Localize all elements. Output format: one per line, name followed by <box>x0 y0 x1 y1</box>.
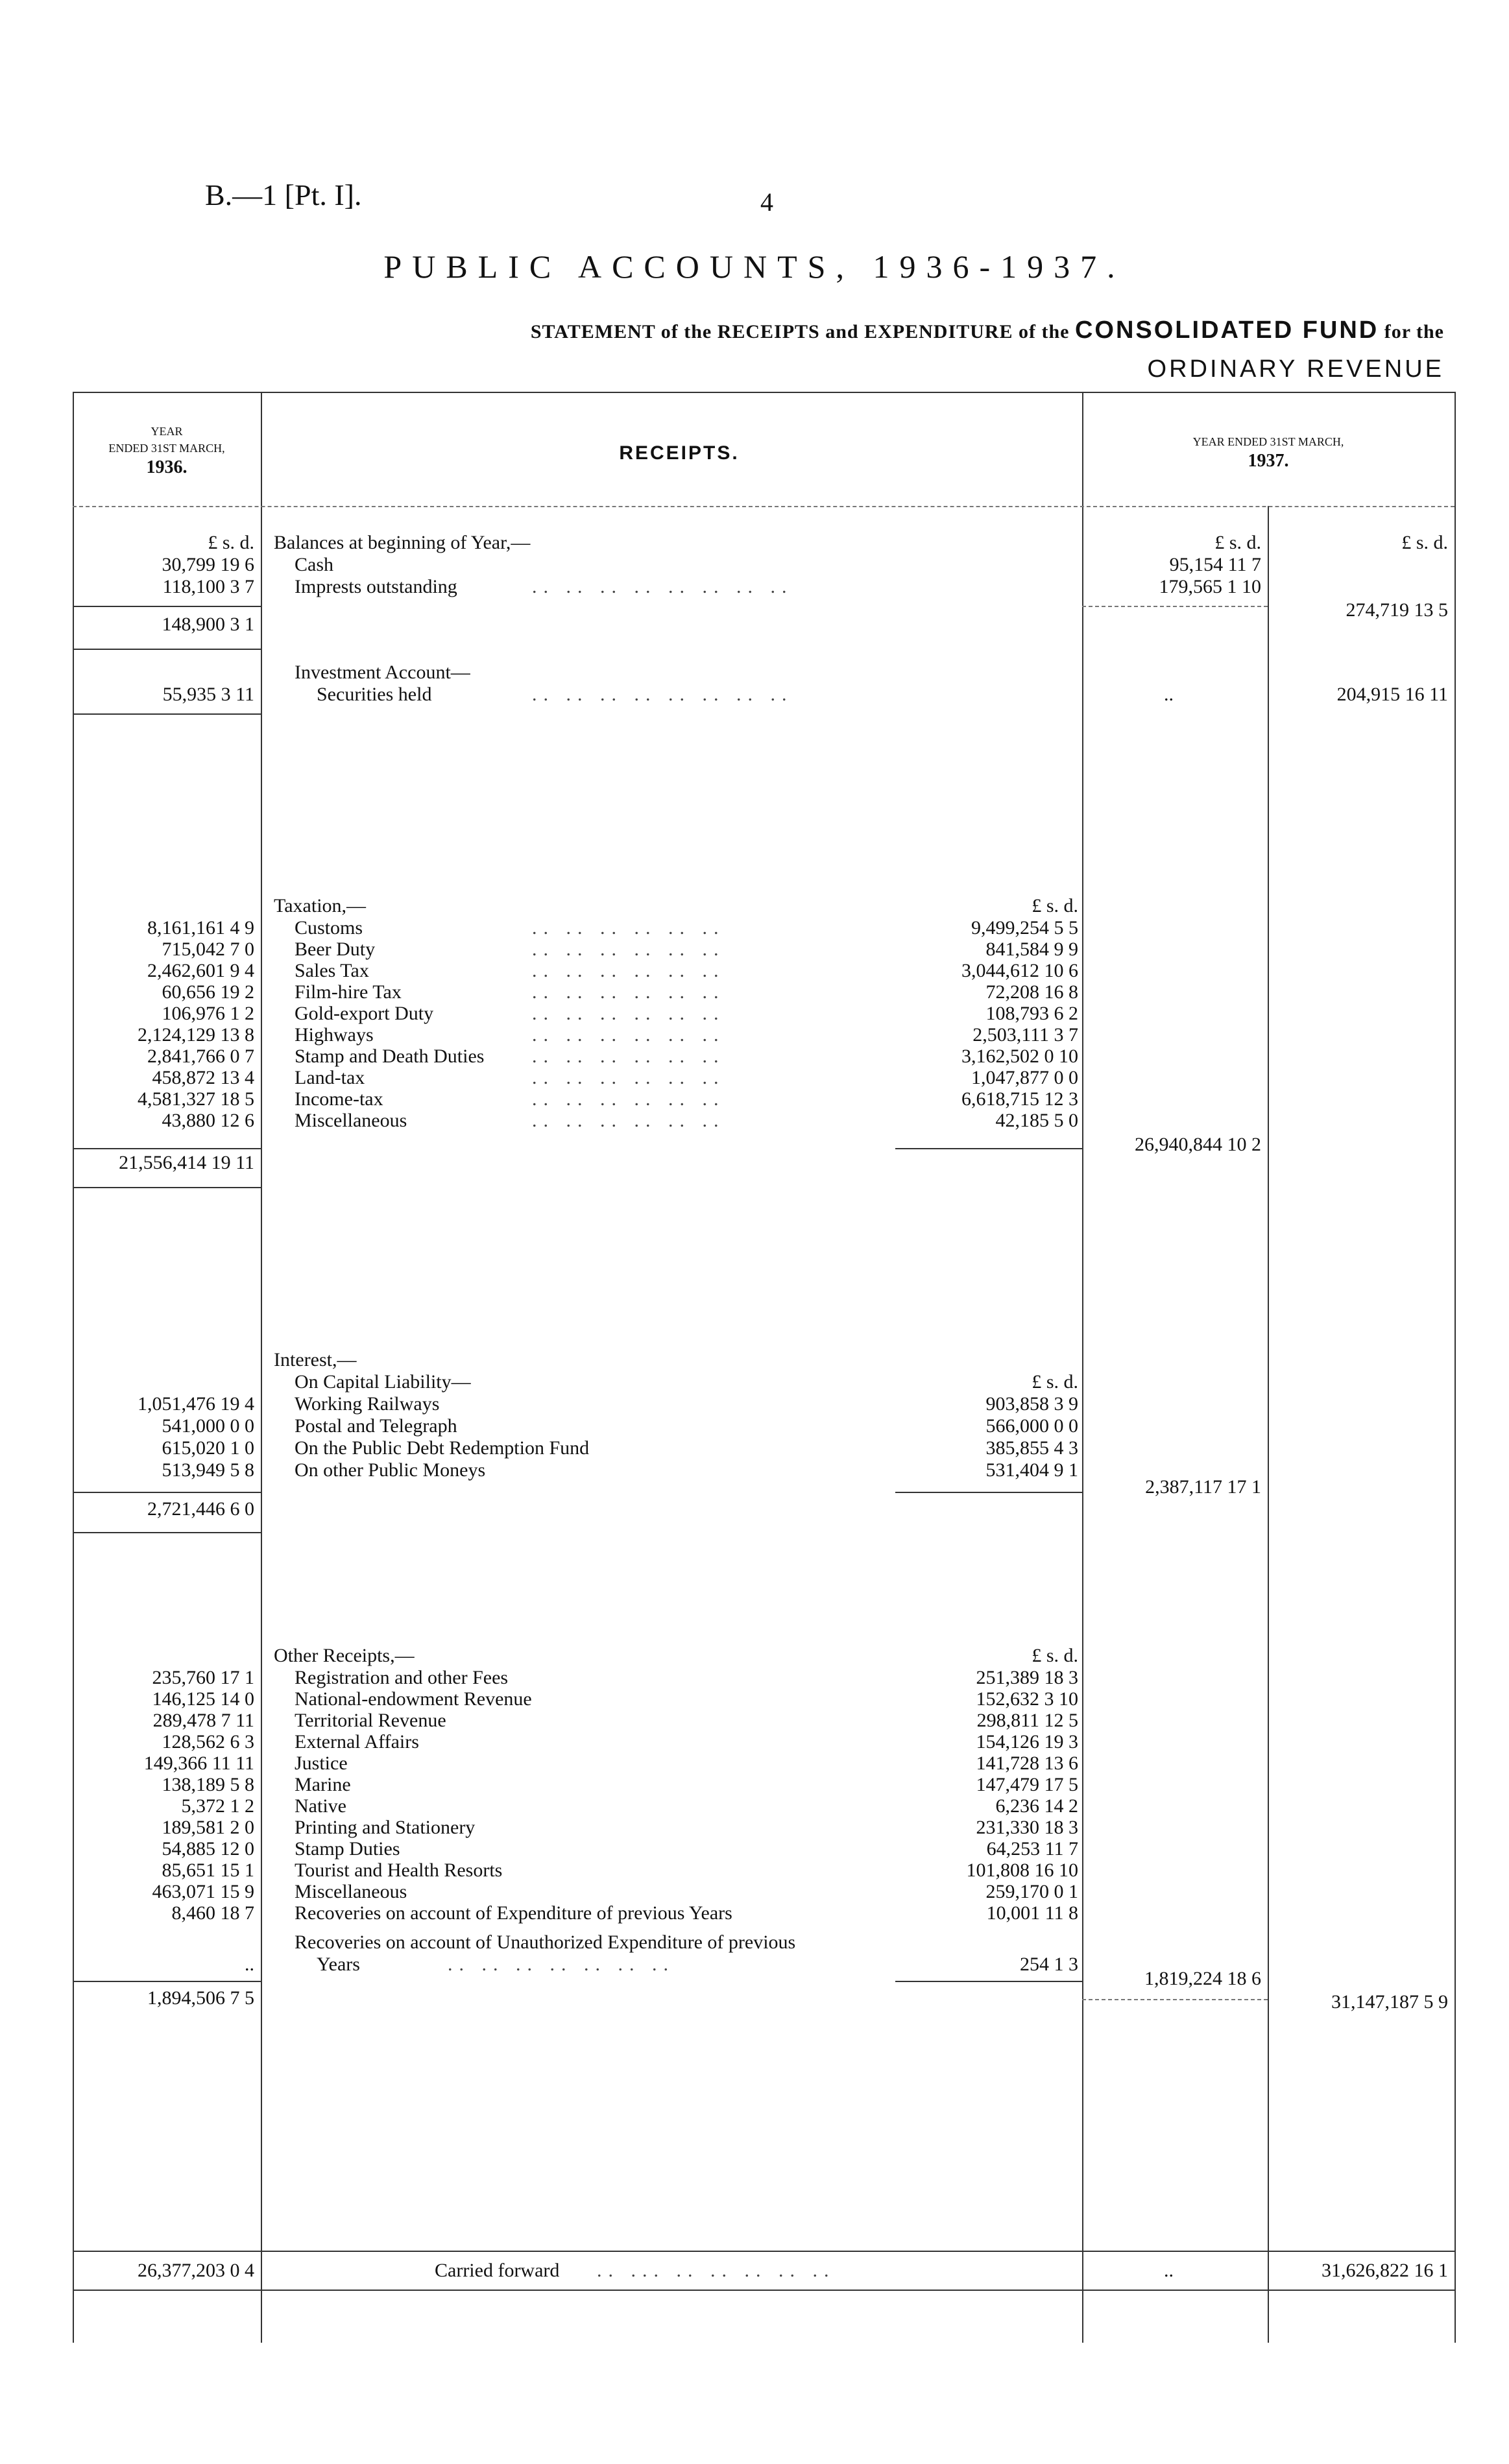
interest-lsd-label: £ s. d. <box>1032 1371 1078 1393</box>
balances-prev-rule <box>73 606 261 607</box>
investment-curr-dots: .. <box>1164 684 1174 705</box>
other-last-prev: .. <box>245 1954 254 1975</box>
balance-prev: 30,799 19 6 <box>162 554 254 575</box>
dot-leader: .. .. .. .. .. .. <box>532 1088 725 1110</box>
table-row-prev: 149,366 11 11 <box>143 1752 254 1774</box>
header-bottom-rule <box>73 506 1455 507</box>
receipts-col-divider <box>1082 392 1083 2343</box>
taxation-sub-rule <box>895 1148 1082 1149</box>
interest-subtitle: On Capital Liability— <box>295 1371 471 1393</box>
dot-leader: .. ... .. .. .. .. .. <box>597 2260 836 2281</box>
table-row-prev: 289,478 7 11 <box>152 1710 254 1731</box>
table-row-label: Highways <box>295 1024 379 1046</box>
balance-prev: 118,100 3 7 <box>162 576 254 597</box>
table-row-curr: 147,479 17 5 <box>976 1774 1078 1795</box>
dot-leader: .. .. .. .. .. .. <box>532 1067 725 1088</box>
table-row-label: External Affairs <box>295 1731 424 1753</box>
dot-leader: .. .. .. .. .. .. <box>532 960 725 981</box>
statement-subtitle: ORDINARY REVENUE <box>1147 355 1444 383</box>
dot-leader: .. .. .. .. .. .. <box>532 1024 725 1046</box>
dot-leader: .. .. .. .. .. .. <box>532 939 725 960</box>
table-row-prev: 615,020 1 0 <box>162 1437 254 1459</box>
total-lsd-label: £ s. d. <box>1401 532 1448 553</box>
table-row-prev: 128,562 6 3 <box>162 1731 254 1752</box>
interest-prev-total-rule <box>73 1532 261 1533</box>
table-row-curr: 841,584 9 9 <box>985 939 1078 960</box>
balances-curr-total: 274,719 13 5 <box>1346 599 1448 621</box>
table-row-label: Recoveries on account of Expenditure of previous Years <box>295 1902 738 1924</box>
statement-prefix: STATEMENT of the RECEIPTS and EXPENDITURE of the <box>530 321 1070 342</box>
table-row-curr: 566,000 0 0 <box>985 1415 1078 1437</box>
table-row-curr: 251,389 18 3 <box>976 1667 1078 1688</box>
page-number: 4 <box>760 187 773 217</box>
table-row-prev: 2,841,766 0 7 <box>147 1046 254 1067</box>
carried-top-rule <box>73 2251 1455 2252</box>
table-row-prev: 2,124,129 13 8 <box>138 1024 254 1046</box>
other-sub-rule <box>895 1981 1082 1982</box>
balance-label: Imprests outstanding <box>295 576 463 598</box>
prev-year-line1: YEAR <box>151 425 183 438</box>
table-row-label: Stamp Duties <box>295 1838 405 1860</box>
statement-heading <box>531 317 1444 344</box>
interest-title: Interest,— <box>274 1349 357 1370</box>
other-last-label-1: Recoveries on account of Unauthorized Expenditure of previous <box>295 1932 801 1954</box>
dot-leader: .. .. .. .. .. .. <box>532 1110 725 1131</box>
investment-title: Investment Account— <box>295 662 470 683</box>
table-row-curr: 141,728 13 6 <box>976 1752 1078 1774</box>
table-row-curr: 10,001 11 8 <box>986 1902 1078 1924</box>
table-row-prev: 2,462,601 9 4 <box>147 960 254 981</box>
other-curr-total: 1,819,224 18 6 <box>1144 1968 1261 1989</box>
balances-curr-rule <box>1082 606 1268 607</box>
table-row-curr: 108,793 6 2 <box>985 1003 1078 1024</box>
table-row-label: Miscellaneous <box>295 1110 412 1132</box>
table-row-curr: 3,162,502 0 10 <box>961 1046 1078 1067</box>
prev-year-line2: ENDED 31ST MARCH, <box>108 442 225 455</box>
table-row-label: Stamp and Death Duties <box>295 1046 489 1068</box>
table-row-prev: 541,000 0 0 <box>162 1415 254 1437</box>
prev-col-divider <box>261 392 262 2343</box>
table-row-curr: 6,236 14 2 <box>995 1795 1078 1817</box>
table-row-prev: 458,872 13 4 <box>152 1067 254 1088</box>
carried-label: Carried forward <box>435 2260 560 2281</box>
table-row-curr: 3,044,612 10 6 <box>961 960 1078 981</box>
table-row-curr: 903,858 3 9 <box>985 1393 1078 1415</box>
balance-curr: 95,154 11 7 <box>1169 554 1261 575</box>
table-row-label: Land-tax <box>295 1067 370 1089</box>
table-row-label: On the Public Debt Redemption Fund <box>295 1437 594 1459</box>
table-row-curr: 152,632 3 10 <box>976 1688 1078 1710</box>
table-row-label: Gold-export Duty <box>295 1003 439 1025</box>
table-row-label: On other Public Moneys <box>295 1459 490 1481</box>
dot-leader: .. .. .. .. .. .. <box>532 981 725 1003</box>
investment-label: Securities held <box>317 684 437 706</box>
balance-label: Cash <box>295 554 339 576</box>
right-border <box>1455 392 1456 2343</box>
taxation-title: Taxation,— <box>274 895 367 916</box>
table-row-curr: 531,404 9 1 <box>985 1459 1078 1481</box>
dot-leader: .. .. .. .. .. .. .. .. <box>532 684 793 705</box>
carried-prev: 26,377,203 0 4 <box>138 2260 254 2281</box>
taxation-prev-total: 21,556,414 19 11 <box>119 1152 254 1173</box>
table-row-curr: 6,618,715 12 3 <box>961 1088 1078 1110</box>
table-row-prev: 106,976 1 2 <box>162 1003 254 1024</box>
taxation-prev-rule <box>73 1148 261 1149</box>
prev-year-header <box>73 423 261 479</box>
prev-year: 1936. <box>146 457 187 477</box>
table-row-label: Territorial Revenue <box>295 1710 452 1732</box>
table-row-curr: 1,047,877 0 0 <box>971 1067 1078 1088</box>
grand-total: 31,147,187 5 9 <box>1331 1991 1448 2013</box>
dot-leader: .. .. .. .. .. .. .. <box>448 1954 675 1975</box>
interest-curr-total: 2,387,117 17 1 <box>1145 1476 1261 1498</box>
interest-prev-rule <box>73 1492 261 1493</box>
other-last-label-2: Years <box>317 1954 365 1976</box>
table-row-prev: 54,885 12 0 <box>162 1838 254 1860</box>
table-row-curr: 64,253 11 7 <box>986 1838 1078 1860</box>
other-prev-rule <box>73 1981 261 1982</box>
table-row-curr: 385,855 4 3 <box>985 1437 1078 1459</box>
taxation-curr-total: 26,940,844 10 2 <box>1135 1134 1261 1155</box>
prev-lsd-label: £ s. d. <box>208 532 254 553</box>
table-row-curr: 2,503,111 3 7 <box>972 1024 1078 1046</box>
carried-curr-dots: .. <box>1164 2260 1174 2281</box>
other-last-curr: 254 1 3 <box>1020 1954 1078 1975</box>
table-row-prev: 8,460 18 7 <box>171 1902 254 1924</box>
table-row-prev: 715,042 7 0 <box>162 939 254 960</box>
table-row-label: Film-hire Tax <box>295 981 407 1003</box>
investment-prev-rule <box>73 713 261 715</box>
curr-year-header <box>1090 433 1447 472</box>
dot-leader: .. .. .. .. .. .. <box>532 1046 725 1067</box>
table-row-label: Tourist and Health Resorts <box>295 1860 507 1882</box>
investment-prev: 55,935 3 11 <box>162 684 254 705</box>
statement-fund: CONSOLIDATED FUND <box>1074 317 1379 344</box>
balances-title: Balances at beginning of Year,— <box>274 532 531 553</box>
carried-curr: 31,626,822 16 1 <box>1322 2260 1448 2281</box>
other-prev-total: 1,894,506 7 5 <box>147 1987 254 2009</box>
table-row-prev: 235,760 17 1 <box>152 1667 254 1688</box>
receipts-header: RECEIPTS. <box>619 442 740 464</box>
taxation-prev-total-rule <box>73 1187 261 1188</box>
table-row-label: Beer Duty <box>295 939 380 961</box>
table-row-prev: 5,372 1 2 <box>181 1795 254 1817</box>
table-row-prev: 43,880 12 6 <box>162 1110 254 1131</box>
curr-year: 1937. <box>1248 451 1289 471</box>
table-row-label: Native <box>295 1795 352 1817</box>
balances-prev-total: 148,900 3 1 <box>162 614 254 635</box>
table-row-prev: 463,071 15 9 <box>152 1881 254 1902</box>
table-row-prev: 138,189 5 8 <box>162 1774 254 1795</box>
table-row-curr: 231,330 18 3 <box>976 1817 1078 1838</box>
table-row-curr: 259,170 0 1 <box>985 1881 1078 1902</box>
table-row-curr: 298,811 12 5 <box>976 1710 1078 1731</box>
table-row-curr: 9,499,254 5 5 <box>971 917 1078 939</box>
statement-suffix: for the <box>1384 321 1444 342</box>
interest-sub-rule <box>895 1492 1082 1493</box>
table-row-label: Customs <box>295 917 368 939</box>
table-row-label: Income-tax <box>295 1088 389 1110</box>
page-reference: B.—1 [Pt. I]. <box>205 178 362 211</box>
curr-lsd-label: £ s. d. <box>1214 532 1261 553</box>
other-title: Other Receipts,— <box>274 1645 415 1666</box>
curr-year-line: YEAR ENDED 31ST MARCH, <box>1192 435 1344 448</box>
investment-curr-total: 204,915 16 11 <box>1336 684 1448 705</box>
table-row-label: Working Railways <box>295 1393 444 1415</box>
carried-bottom-rule <box>73 2290 1455 2291</box>
table-row-label: Registration and other Fees <box>295 1667 513 1689</box>
table-top-rule <box>73 392 1455 393</box>
table-row-curr: 42,185 5 0 <box>995 1110 1078 1131</box>
balances-prev-total-rule <box>73 649 261 650</box>
table-row-prev: 4,581,327 18 5 <box>138 1088 254 1110</box>
other-curr-rule <box>1082 1999 1268 2000</box>
taxation-lsd-label: £ s. d. <box>1032 895 1078 916</box>
table-row-label: Justice <box>295 1752 353 1775</box>
table-row-label: Marine <box>295 1774 356 1796</box>
dot-leader: .. .. .. .. .. .. .. .. <box>532 576 793 597</box>
table-row-prev: 1,051,476 19 4 <box>138 1393 254 1415</box>
table-row-curr: 72,208 16 8 <box>985 981 1078 1003</box>
curr-col-divider <box>1268 506 1269 2343</box>
table-row-label: Postal and Telegraph <box>295 1415 463 1437</box>
table-row-label: National-endowment Revenue <box>295 1688 537 1710</box>
dot-leader: .. .. .. .. .. .. <box>532 1003 725 1024</box>
table-row-curr: 154,126 19 3 <box>976 1731 1078 1752</box>
table-row-label: Sales Tax <box>295 960 374 982</box>
page-title: PUBLIC ACCOUNTS, 1936-1937. <box>383 248 1126 285</box>
interest-prev-total: 2,721,446 6 0 <box>147 1498 254 1520</box>
table-row-prev: 85,651 15 1 <box>162 1860 254 1881</box>
table-row-label: Miscellaneous <box>295 1881 412 1903</box>
other-lsd-label: £ s. d. <box>1032 1645 1078 1666</box>
table-row-prev: 189,581 2 0 <box>162 1817 254 1838</box>
balance-curr: 179,565 1 10 <box>1159 576 1261 597</box>
table-row-curr: 101,808 16 10 <box>966 1860 1078 1881</box>
table-row-prev: 513,949 5 8 <box>162 1459 254 1481</box>
table-row-label: Printing and Stationery <box>295 1817 480 1839</box>
table-row-prev: 146,125 14 0 <box>152 1688 254 1710</box>
table-row-prev: 8,161,161 4 9 <box>147 917 254 939</box>
table-row-prev: 60,656 19 2 <box>162 981 254 1003</box>
dot-leader: .. .. .. .. .. .. <box>532 917 725 939</box>
